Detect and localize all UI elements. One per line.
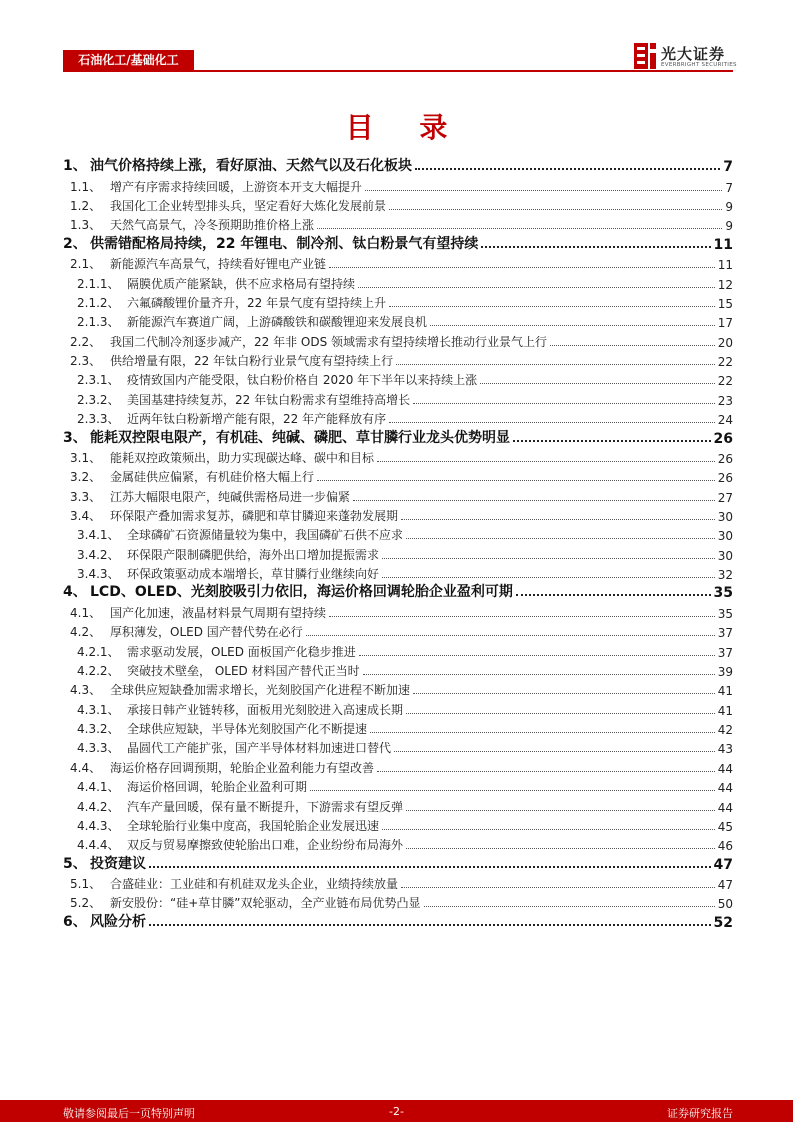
toc-entry-number: 2.2、 [70, 334, 102, 349]
toc-entry-number: 4.4.1、 [77, 780, 120, 795]
page-footer [0, 1100, 793, 1122]
toc-entry-text: 承接日韩产业链转移，面板用光刻胶进入高速成长期 [127, 702, 404, 717]
toc-entry-number: 2.3.2、 [77, 392, 120, 407]
toc-entry-number: 3.4.3、 [77, 567, 120, 582]
toc-entry-number: 4.2、 [70, 625, 102, 640]
toc-entry-level3[interactable] [77, 660, 733, 679]
toc-dot-leader [396, 364, 715, 365]
toc-entry-number: 1.3、 [70, 218, 102, 233]
toc-entry-number: 4、 [63, 584, 87, 601]
toc-entry-text: LCD、OLED、光刻胶吸引力依旧，海运价格回调轮胎企业盈利可期 [90, 584, 513, 601]
toc-dot-leader [406, 713, 715, 714]
toc-entry-number: 3.2、 [70, 470, 102, 485]
toc-entry-label [70, 352, 393, 369]
header-category-tag: 石油化工/基础化工 [63, 50, 194, 70]
toc-entry-page: 17 [717, 316, 733, 331]
toc-entry-number: 4.4、 [70, 760, 102, 775]
toc-entry-text: 全球供应短缺，半导体光刻胶国产化不断提速 [127, 722, 368, 737]
toc-entry-level2[interactable] [70, 214, 733, 233]
toc-entry-page: 27 [717, 490, 733, 505]
toc-entry-text: 环保限产叠加需求复苏，磷肥和草甘膦迎来蓬勃发展期 [110, 509, 399, 524]
toc-entry-level1[interactable] [63, 233, 733, 252]
toc-dot-leader [424, 906, 715, 907]
toc-dot-leader [401, 887, 715, 888]
toc-entry-number: 4.2.1、 [77, 644, 120, 659]
toc-entry-number: 4.1、 [70, 605, 102, 620]
toc-entry-text: 全球磷矿石资源储量较为集中，我国磷矿石供不应求 [127, 528, 404, 543]
everbright-logo-icon [634, 43, 656, 69]
toc-entry-label [77, 313, 427, 330]
toc-entry-page: 47 [713, 856, 733, 873]
toc-entry-page: 50 [717, 897, 733, 912]
toc-dot-leader [149, 924, 711, 926]
toc-entry-page: 9 [725, 200, 733, 215]
brand-subtitle: EVERBRIGHT SECURITIES [661, 62, 737, 68]
toc-entry-page: 7 [723, 159, 733, 176]
toc-entry-text: 六氟磷酸锂价量齐升，22 年景气度有望持续上升 [127, 295, 387, 310]
toc-dot-leader [382, 577, 715, 578]
toc-dot-leader [365, 190, 722, 191]
toc-entry-page: 23 [717, 393, 733, 408]
toc-entry-page: 45 [717, 819, 733, 834]
toc-dot-leader [306, 635, 715, 636]
toc-entry-level2[interactable] [70, 330, 733, 349]
toc-entry-page: 30 [717, 510, 733, 525]
toc-entry-number: 1.1、 [70, 179, 102, 194]
toc-entry-page: 20 [717, 335, 733, 350]
toc-entry-number: 3.4、 [70, 509, 102, 524]
toc-dot-leader [377, 461, 715, 462]
toc-entry-text: 海运价格存回调预期，轮胎企业盈利能力有望改善 [110, 760, 375, 775]
toc-entry-level3[interactable] [77, 776, 733, 795]
toc-entry-number: 2.1、 [70, 257, 102, 272]
toc-entry-label [77, 565, 379, 582]
toc-entry-label [70, 178, 362, 195]
toc-dot-leader [377, 771, 715, 772]
toc-entry-number: 2.1.2、 [77, 295, 120, 310]
toc-entry-text: 国产化加速，液晶材料景气周期有望持续 [110, 605, 327, 620]
toc-entry-level1[interactable] [63, 582, 733, 601]
toc-entry-level3[interactable] [77, 698, 733, 717]
toc-entry-text: 全球轮胎行业集中度高，我国轮胎企业发展迅速 [127, 818, 380, 833]
toc-entry-label [63, 581, 513, 601]
toc-entry-label [70, 255, 326, 272]
toc-entry-number: 3、 [63, 429, 87, 446]
toc-dot-leader [513, 440, 711, 442]
toc-entry-page: 22 [717, 374, 733, 389]
toc-entry-text: 增产有序需求持续回暖，上游资本开支大幅提升 [110, 179, 363, 194]
toc-entry-text: 汽车产量回暖，保有量不断提升，下游需求有望反弹 [127, 799, 404, 814]
toc-entry-text: 隔膜优质产能紧缺，供不应求格局有望持续 [127, 276, 356, 291]
toc-dot-leader [430, 325, 715, 326]
toc-entry-level2[interactable] [70, 447, 733, 466]
toc-entry-label [77, 546, 379, 563]
toc-entry-level3[interactable] [77, 834, 733, 853]
toc-entry-page: 26 [713, 430, 733, 447]
toc-entry-label [70, 604, 326, 621]
toc-entry-page: 41 [717, 684, 733, 699]
toc-dot-leader [317, 228, 722, 229]
toc-dot-leader [406, 810, 715, 811]
toc-entry-text: 疫情致国内产能受限，钛白粉价格自 2020 年下半年以来持续上涨 [127, 373, 478, 388]
toc-entry-number: 2.1.1、 [77, 276, 120, 291]
toc-entry-level3[interactable] [77, 369, 733, 388]
toc-entry-page: 46 [717, 839, 733, 854]
toc-entry-level2[interactable] [70, 175, 733, 194]
brand-logo [634, 41, 737, 71]
toc-entry-level3[interactable] [77, 408, 733, 427]
toc-entry-text: 江苏大幅限电限产，纯碱供需格局进一步偏紧 [110, 489, 351, 504]
toc-entry-page: 43 [717, 742, 733, 757]
toc-entry-page: 22 [717, 355, 733, 370]
toc-entry-page: 30 [717, 548, 733, 563]
toc-entry-label [77, 410, 386, 427]
toc-entry-page: 52 [713, 914, 733, 931]
toc-entry-page: 44 [717, 800, 733, 815]
toc-entry-label [70, 759, 374, 776]
toc-entry-label [63, 853, 146, 873]
toc-entry-text: 需求驱动发展，OLED 面板国产化稳步推进 [127, 644, 356, 659]
toc-entry-page: 11 [713, 236, 733, 253]
toc-entry-number: 3.4.1、 [77, 528, 120, 543]
toc-entry-label [77, 643, 356, 660]
toc-entry-number: 3.3、 [70, 489, 102, 504]
toc-dot-leader [401, 519, 715, 520]
toc-entry-label [70, 197, 386, 214]
toc-entry-label [77, 294, 386, 311]
toc-entry-number: 1、 [63, 158, 87, 175]
toc-entry-page: 37 [717, 626, 733, 641]
toc-entry-text: 新能源汽车高景气，持续看好锂电产业链 [110, 257, 327, 272]
toc-entry-text: 海运价格回调，轮胎企业盈利可期 [127, 780, 308, 795]
toc-entry-number: 4.4.2、 [77, 799, 120, 814]
toc-entry-page: 35 [713, 585, 733, 602]
toc-entry-text: 能耗双控限电限产，有机硅、纯碱、磷肥、草甘膦行业龙头优势明显 [90, 429, 510, 446]
toc-entry-level3[interactable] [77, 543, 733, 562]
toc-entry-level3[interactable] [77, 311, 733, 330]
toc-entry-label [70, 488, 350, 505]
toc-entry-text: 供需错配格局持续，22 年锂电、制冷剂、钛白粉景气有望持续 [90, 235, 479, 252]
toc-entry-number: 4.3、 [70, 683, 102, 698]
toc-entry-page: 15 [717, 296, 733, 311]
toc-dot-leader [149, 866, 711, 868]
toc-entry-number: 6、 [63, 913, 87, 930]
toc-entry-level3[interactable] [77, 563, 733, 582]
toc-dot-leader [363, 674, 715, 675]
toc-entry-number: 5.1、 [70, 877, 102, 892]
toc-dot-leader [413, 693, 715, 694]
toc-entry-text: 晶圆代工产能扩张，国产半导体材料加速进口替代 [127, 741, 392, 756]
toc-entry-number: 1.2、 [70, 199, 102, 214]
brand-name: 光大证券 [661, 45, 726, 63]
toc-entry-number: 2、 [63, 235, 87, 252]
toc-entry-number: 4.3.2、 [77, 722, 120, 737]
toc-entry-label [70, 875, 398, 892]
toc-entry-page: 12 [717, 277, 733, 292]
toc-dot-leader [353, 500, 715, 501]
toc-entry-text: 我国二代制冷剂逐步减产，22 年非 ODS 领域需求有望持续增长推动行业景气上行 [110, 334, 548, 349]
toc-entry-label [77, 701, 403, 718]
toc-entry-label [63, 911, 146, 931]
toc-dot-leader [329, 267, 715, 268]
toc-entry-level2[interactable] [70, 679, 733, 698]
toc-entry-level3[interactable] [77, 272, 733, 291]
toc-dot-leader [310, 790, 715, 791]
toc-entry-number: 4.3.3、 [77, 741, 120, 756]
toc-entry-level2[interactable] [70, 466, 733, 485]
toc-entry-label [77, 391, 410, 408]
toc-entry-label [63, 233, 478, 253]
toc-entry-page: 37 [717, 645, 733, 660]
toc-dot-leader [317, 480, 715, 481]
toc-entry-page: 26 [717, 451, 733, 466]
toc-entry-number: 3.1、 [70, 450, 102, 465]
toc-entry-page: 47 [717, 878, 733, 893]
toc-entry-label [70, 623, 303, 640]
toc-entry-label [70, 333, 547, 350]
toc-entry-level1[interactable] [63, 427, 733, 446]
toc-entry-level3[interactable] [77, 795, 733, 814]
toc-entry-page: 26 [717, 471, 733, 486]
toc-entry-page: 24 [717, 413, 733, 428]
toc-entry-label [70, 468, 314, 485]
toc-entry-number: 2.1.3、 [77, 315, 120, 330]
toc-entry-label [70, 681, 410, 698]
toc-entry-level2[interactable] [70, 892, 733, 911]
toc-dot-leader [359, 655, 715, 656]
toc-entry-label [77, 778, 307, 795]
toc-entry-text: 我国化工企业转型排头兵，坚定看好大炼化发展前景 [110, 199, 387, 214]
toc-entry-page: 44 [717, 781, 733, 796]
toc-entry-text: 能耗双控政策频出，助力实现碳达峰、碳中和目标 [110, 450, 375, 465]
toc-entry-page: 44 [717, 761, 733, 776]
toc-entry-level1[interactable] [63, 156, 733, 175]
toc-entry-level3[interactable] [77, 815, 733, 834]
toc-entry-text: 油气价格持续上涨，看好原油、天然气以及石化板块 [90, 158, 412, 175]
footer-doc-type: 证券研究报告 [667, 1107, 733, 1120]
toc-entry-text: 突破技术壁垒， OLED 材料国产替代正当时 [127, 663, 360, 678]
toc-entry-label [70, 449, 374, 466]
toc-entry-text: 新安股份：“硅+草甘膦”双轮驱动，全产业链布局优势凸显 [110, 896, 421, 911]
toc-entry-label [77, 836, 403, 853]
toc-entry-text: 合盛硅业：工业硅和有机硅双龙头企业，业绩持续放量 [110, 877, 399, 892]
toc-entry-level2[interactable] [70, 195, 733, 214]
toc-entry-number: 2.3、 [70, 354, 102, 369]
toc-entry-label [70, 507, 398, 524]
toc-entry-page: 32 [717, 568, 733, 583]
toc-entry-text: 近两年钛白粉新增产能有限，22 年产能释放有序 [127, 412, 387, 427]
toc-entry-number: 4.4.4、 [77, 838, 120, 853]
toc-entry-level1[interactable] [63, 853, 733, 872]
toc-entry-page: 42 [717, 723, 733, 738]
toc-entry-text: 天然气高景气，冷冬预期助推价格上涨 [110, 218, 315, 233]
toc-entry-level2[interactable] [70, 350, 733, 369]
toc-entry-page: 35 [717, 606, 733, 621]
toc-dot-leader [389, 209, 722, 210]
toc-entry-text: 环保政策驱动成本端增长，草甘膦行业继续向好 [127, 567, 380, 582]
toc-entry-level2[interactable] [70, 621, 733, 640]
toc-entry-text: 厚积薄发，OLED 国产替代势在必行 [110, 625, 303, 640]
toc-entry-number: 4.3.1、 [77, 702, 120, 717]
toc-entry-level3[interactable] [77, 388, 733, 407]
toc-entry-text: 风险分析 [90, 913, 146, 930]
toc-dot-leader [329, 616, 715, 617]
toc-entry-label [77, 526, 403, 543]
toc-entry-level2[interactable] [70, 602, 733, 621]
toc-entry-number: 3.4.2、 [77, 547, 120, 562]
toc-entry-level3[interactable] [77, 737, 733, 756]
toc-title: 目 录 [345, 111, 466, 144]
footer-disclaimer: 敬请参阅最后一页特别声明 [63, 1107, 195, 1120]
toc-entry-text: 美国基建持续复苏，22 年钛白粉需求有望维持高增长 [127, 392, 411, 407]
toc-dot-leader [481, 246, 710, 248]
toc-entry-text: 供给增量有限，22 年钛白粉行业景气度有望持续上行 [110, 354, 394, 369]
toc-entry-label [77, 798, 403, 815]
toc-dot-leader [406, 538, 715, 539]
toc-entry-label [77, 662, 360, 679]
toc-entry-page: 41 [717, 703, 733, 718]
toc-entry-number: 4.4.3、 [77, 818, 120, 833]
toc-entry-level1[interactable] [63, 911, 733, 930]
toc-dot-leader [516, 594, 711, 596]
toc-dot-leader [382, 558, 715, 559]
toc-dot-leader [480, 383, 715, 384]
toc-entry-level2[interactable] [70, 756, 733, 775]
toc-entry-text: 投资建议 [90, 855, 146, 872]
toc-entry-text: 双反与贸易摩擦致使轮胎出口难，企业纷纷布局海外 [127, 838, 404, 853]
toc-entry-level3[interactable] [77, 640, 733, 659]
toc-dot-leader [413, 403, 715, 404]
toc-entry-label [77, 371, 477, 388]
toc-dot-leader [550, 345, 715, 346]
toc-entry-page: 9 [725, 219, 733, 234]
toc-entry-number: 4.2.2、 [77, 663, 120, 678]
toc-entry-label [77, 720, 367, 737]
toc-entry-label [63, 155, 412, 175]
toc-dot-leader [415, 168, 720, 170]
toc-dot-leader [358, 287, 715, 288]
toc-entry-label [77, 275, 355, 292]
toc-entry-text: 新能源汽车赛道广阔，上游磷酸铁和碳酸锂迎来发展良机 [127, 315, 428, 330]
toc-entry-page: 39 [717, 664, 733, 679]
toc-entry-label [70, 216, 314, 233]
toc-entry-number: 5.2、 [70, 896, 102, 911]
toc-entry-text: 金属硅供应偏紧，有机硅价格大幅上行 [110, 470, 315, 485]
toc-entry-level2[interactable] [70, 873, 733, 892]
toc-entry-level3[interactable] [77, 524, 733, 543]
toc-entry-label [70, 894, 421, 911]
toc-entry-level3[interactable] [77, 292, 733, 311]
toc-entry-label [63, 427, 510, 447]
toc-entry-number: 5、 [63, 855, 87, 872]
toc-entry-text: 全球供应短缺叠加需求增长，光刻胶国产化进程不断加速 [110, 683, 411, 698]
toc-entry-text: 环保限产限制磷肥供给，海外出口增加提振需求 [127, 547, 380, 562]
toc-dot-leader [389, 422, 715, 423]
toc-entry-number: 2.3.3、 [77, 412, 120, 427]
toc-entry-number: 2.3.1、 [77, 373, 120, 388]
toc-dot-leader [394, 751, 715, 752]
toc-entry-page: 30 [717, 529, 733, 544]
toc-entry-level2[interactable] [70, 505, 733, 524]
toc-entry-page: 11 [717, 258, 733, 273]
toc-dot-leader [406, 848, 715, 849]
toc-entry-level3[interactable] [77, 718, 733, 737]
toc-dot-leader [389, 306, 715, 307]
toc-entry-level2[interactable] [70, 253, 733, 272]
toc-entry-label [77, 739, 391, 756]
toc-dot-leader [382, 829, 715, 830]
toc-entry-page: 7 [725, 180, 733, 195]
toc-dot-leader [370, 732, 715, 733]
toc-entry-label [77, 817, 379, 834]
header-divider [63, 70, 733, 72]
footer-page-number: -2- [389, 1105, 404, 1118]
toc-entry-level2[interactable] [70, 485, 733, 504]
